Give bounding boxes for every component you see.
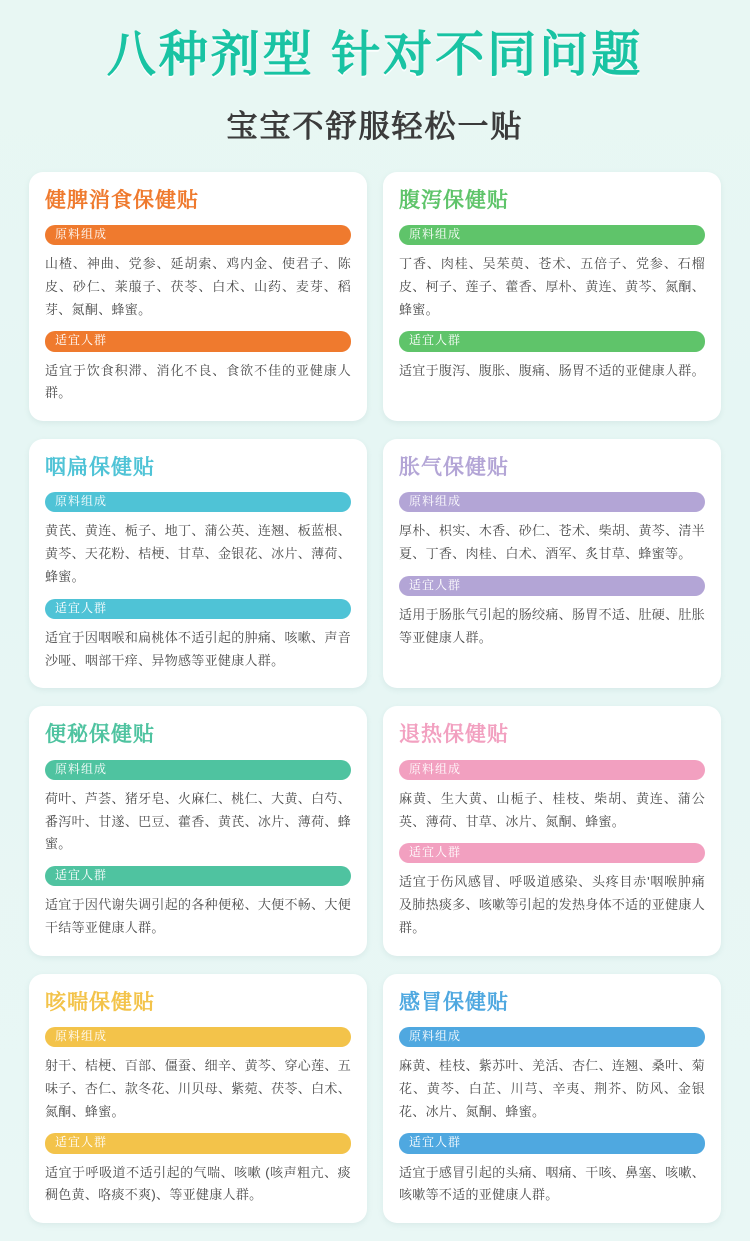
ingredients-text: 麻黄、生大黄、山栀子、桂枝、柴胡、黄连、蒲公英、薄荷、甘草、冰片、氮酮、蜂蜜。 [399,790,705,829]
product-card [29,439,367,688]
ingredients-tag: 原料组成 [399,760,705,780]
ingredients-text: 射干、桔梗、百部、僵蚕、细辛、黄芩、穿心莲、五味子、杏仁、款冬花、川贝母、紫菀、茯苓、白术、氮酮、蜂蜜。 [45,1058,351,1119]
audience-tag: 适宜人群 [45,599,351,619]
audience-tag: 适宜人群 [45,331,351,351]
product-card [29,706,367,955]
page-title: 八种剂型 针对不同问题 [106,28,644,82]
card-grid [29,172,721,1223]
audience-text: 适宜于伤风感冒、呼吸道感染、头疼目赤'咽喉肿痛及肺热痰多、咳嗽等引起的发热身体不适的亚健康人群。 [399,874,705,935]
product-card [383,172,721,421]
ingredients-text: 山楂、神曲、党参、延胡索、鸡内金、使君子、陈皮、砂仁、莱菔子、茯苓、白术、山药、麦芽、稻芽、氮酮、蜂蜜。 [45,256,351,317]
product-card [29,974,367,1223]
ingredients-text: 麻黄、桂枝、紫苏叶、羌活、杏仁、连翘、桑叶、菊花、黄芩、白芷、川芎、辛夷、荆芥、防风、金银花、冰片、氮酮、蜂蜜。 [399,1058,705,1119]
ingredients-text: 厚朴、枳实、木香、砂仁、苍术、柴胡、黄芩、清半夏、丁香、肉桂、白术、酒军、炙甘草、蜂蜜等。 [399,523,705,562]
ingredients-text: 荷叶、芦荟、猪牙皂、火麻仁、桃仁、大黄、白芍、番泻叶、甘遂、巴豆、藿香、黄芪、冰片、薄荷、蜂蜜。 [45,790,351,852]
card-title: 退热保健贴 [399,723,509,747]
product-card [383,974,721,1223]
page-subtitle: 宝宝不舒服轻松一贴 [226,108,524,144]
card-title: 咽扁保健贴 [45,456,155,480]
product-card [383,706,721,955]
ingredients-tag: 原料组成 [45,1027,351,1047]
product-card [29,172,367,421]
audience-tag: 适宜人群 [399,1133,705,1153]
audience-tag: 适宜人群 [45,866,351,886]
audience-tag: 适宜人群 [45,1133,351,1153]
ingredients-tag: 原料组成 [399,492,705,512]
card-title: 健脾消食保健贴 [45,188,199,212]
audience-tag: 适宜人群 [399,331,705,351]
card-title: 腹泻保健贴 [399,188,509,212]
audience-text: 适宜于因咽喉和扁桃体不适引起的肿痛、咳嗽、声音沙哑、咽部干痒、异物感等亚健康人群。 [45,629,351,668]
card-title: 感冒保健贴 [399,990,509,1014]
audience-text: 适宜于感冒引起的头痛、咽痛、干咳、鼻塞、咳嗽、咳嗽等不适的亚健康人群。 [399,1164,705,1203]
ingredients-text: 黄芪、黄连、栀子、地丁、蒲公英、连翘、板蓝根、黄芩、天花粉、桔梗、甘草、金银花、冰片、薄荷、蜂蜜。 [45,523,351,584]
audience-text: 适用于肠胀气引起的肠绞痛、肠胃不适、肚硬、肚胀等亚健康人群。 [399,607,705,645]
ingredients-tag: 原料组成 [45,492,351,512]
audience-text: 适宜于呼吸道不适引起的气喘、咳嗽 (咳声粗亢、痰稠色黄、咯痰不爽)、等亚健康人群。 [45,1164,351,1203]
card-title: 胀气保健贴 [399,456,509,480]
ingredients-tag: 原料组成 [399,1027,705,1047]
ingredients-tag: 原料组成 [45,225,351,245]
card-title: 便秘保健贴 [45,723,155,747]
ingredients-text: 丁香、肉桂、吴茱萸、苍术、五倍子、党参、石榴皮、柯子、莲子、藿香、厚朴、黄连、黄芩、氮酮、蜂蜜。 [399,256,705,317]
ingredients-tag: 原料组成 [45,760,351,780]
audience-tag: 适宜人群 [399,576,705,596]
audience-text: 适宜于因代谢失调引起的各种便秘、大便不畅、大便干结等亚健康人群。 [45,897,351,935]
poster-header [0,0,750,150]
audience-text: 适宜于腹泻、腹胀、腹痛、肠胃不适的亚健康人群。 [399,362,705,378]
ingredients-tag: 原料组成 [399,225,705,245]
audience-text: 适宜于饮食积滞、消化不良、食欲不佳的亚健康人群。 [45,362,351,401]
audience-tag: 适宜人群 [399,843,705,863]
card-title: 咳喘保健贴 [45,990,155,1014]
product-card [383,439,721,688]
